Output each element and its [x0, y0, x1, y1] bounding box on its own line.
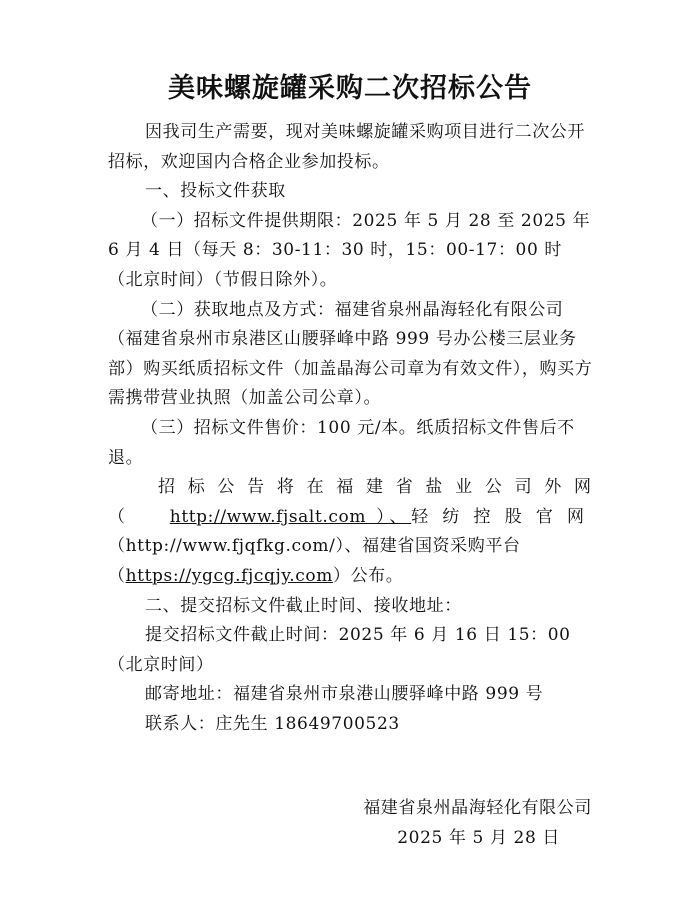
announcement-url3-open: （	[108, 565, 126, 586]
signature-company: 福建省泉州晶海轻化有限公司	[363, 798, 592, 818]
intro-paragraph: 因我司生产需要，现对美味螺旋罐采购项目进行二次公开招标，欢迎国内合格企业参加投标。	[108, 122, 585, 172]
announcement-open-paren: （	[108, 506, 130, 527]
section1-item3: （三）招标文件售价：100 元/本。纸质招标文件售后不退。	[108, 417, 575, 468]
section1-item1: （一）招标文件提供期限：2025 年 5 月 28 至 2025 年 6 月 4 日（每天 8：30-11：30 时，15：00-17：00 时（北京时间）（节假日除外）。	[108, 210, 591, 290]
announcement-url3-close: ）公布。	[332, 565, 404, 586]
announcement-line3: （http://www.fjqfkg.com/）、福建省国资采购平台	[108, 536, 521, 557]
announcement-line2	[108, 503, 594, 533]
section1-item2: （二）获取地点及方式：福建省泉州晶海轻化有限公司（福建省泉州市泉港区山腰驿峰中路 999 号办公楼三层业务部）购买纸质招标文件（加盖晶海公司章为有效文件），购买方需携带营业执照（加盖公司公章）。	[108, 299, 593, 409]
section1-heading: 一、投标文件获取	[145, 181, 286, 202]
ygcg-link[interactable]: https://ygcg.fjcqjy.com	[125, 565, 333, 586]
announcement-line1: 招标公告将在福建省盐业公司外网	[158, 477, 594, 498]
announcement-tail1: 轻纺控股官网	[411, 506, 595, 527]
document-title: 美味螺旋罐采购二次招标公告	[168, 73, 532, 104]
announcement-line4	[108, 562, 594, 592]
document-body	[108, 118, 594, 739]
contact-person: 联系人：庄先生 18649700523	[145, 713, 400, 734]
deadline-paragraph: 提交招标文件截止时间：2025 年 6 月 16 日 15：00（北京时间）	[108, 625, 571, 675]
section2-heading: 二、提交招标文件截止时间、接收地址：	[145, 595, 462, 616]
fjsalt-link[interactable]: http://www.fjsalt.com ）、	[169, 506, 412, 527]
signature-date: 2025 年 5 月 28 日	[397, 828, 560, 848]
mailing-address: 邮寄地址：福建省泉州市泉港山腰驿峰中路 999 号	[145, 684, 544, 705]
